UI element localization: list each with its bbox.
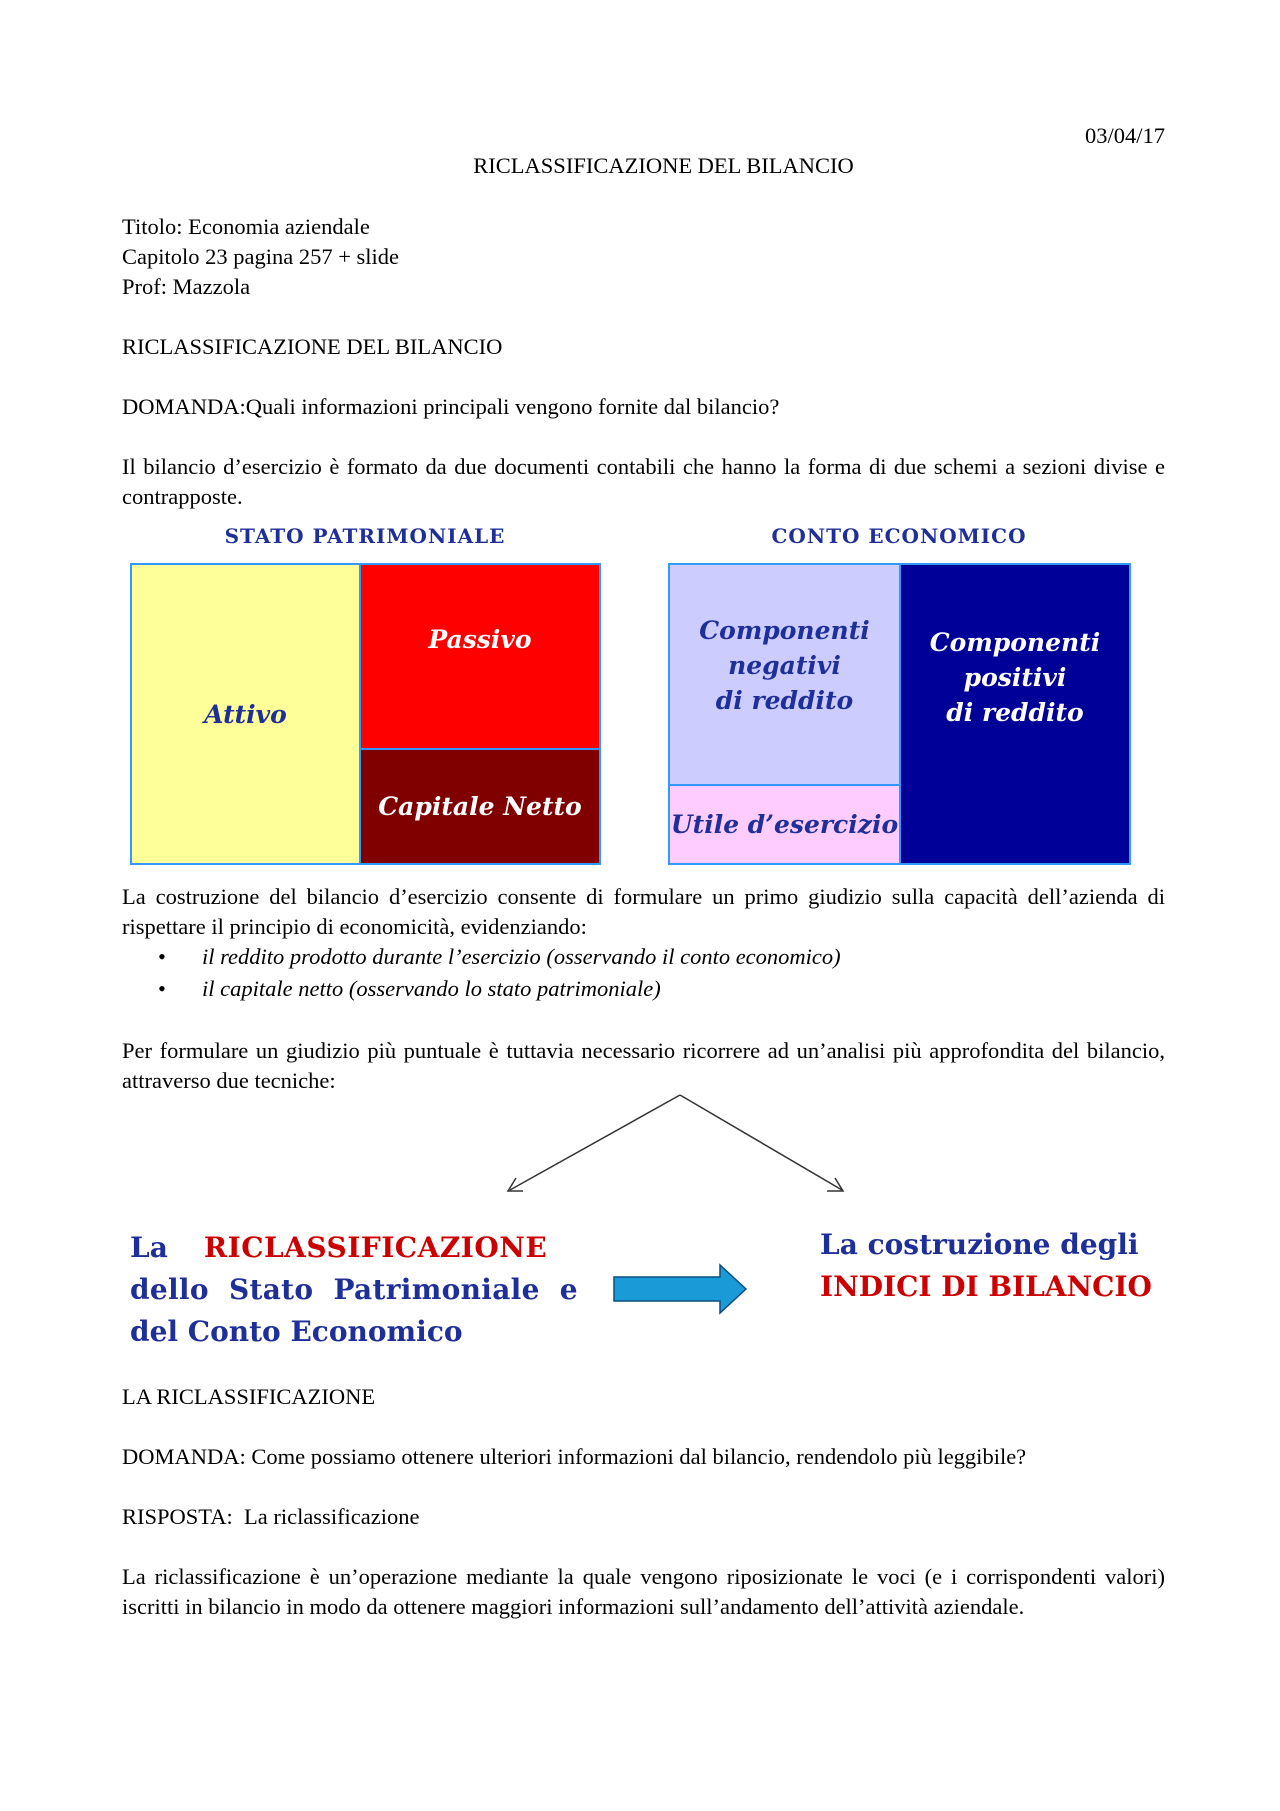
componenti-positivi-box xyxy=(899,563,1131,865)
document-title: RICLASSIFICAZIONE DEL BILANCIO xyxy=(473,153,854,178)
capitale-netto-box xyxy=(359,748,601,865)
componenti-negativi-box xyxy=(668,563,901,786)
answer-text: RISPOSTA: La riclassificazione xyxy=(122,1504,420,1529)
technique-indici-di-bilancio: La costruzione degli INDICI DI BILANCIO xyxy=(820,1228,1152,1303)
question-text: DOMANDA:Quali informazioni principali vengono fornite dal bilancio? xyxy=(122,394,780,419)
bullet-item: • il capitale netto (osservando lo stato patrimoniale) xyxy=(122,974,1165,1006)
right-arrow-icon xyxy=(610,1261,750,1317)
passivo-box xyxy=(359,563,601,750)
componenti-negativi-label: Componenti negativi di reddito xyxy=(699,616,870,715)
meta-prof: Prof: Mazzola xyxy=(122,274,251,299)
componenti-positivi-label: Componenti positivi di reddito xyxy=(929,628,1101,727)
bullet-item: • il reddito prodotto durante l’esercizio (osservando il conto economico) xyxy=(122,942,1165,974)
question-text: DOMANDA: Come possiamo ottenere ulteriori informazioni dal bilancio, rendendolo più leggibile? xyxy=(122,1444,1027,1469)
attivo-label: Attivo xyxy=(204,699,287,729)
capitale-netto-label: Capitale Netto xyxy=(378,792,582,821)
paragraph: La riclassificazione è un’operazione mediante la quale vengono riposizionate le voci (e i corrispondenti valori) iscritti in bilancio in modo da ottenere maggiori informazioni sull’andamento dell’attività aziendale. xyxy=(122,1564,1165,1619)
section-heading: RICLASSIFICAZIONE DEL BILANCIO xyxy=(122,334,503,359)
meta-titolo: Titolo: Economia aziendale xyxy=(122,214,370,239)
meta-capitolo: Capitolo 23 pagina 257 + slide xyxy=(122,244,400,269)
section-heading: LA RICLASSIFICAZIONE xyxy=(122,1384,376,1409)
utile-esercizio-label: Utile d’esercizio xyxy=(670,810,899,839)
stato-patrimoniale-title: STATO PATRIMONIALE xyxy=(224,524,506,548)
technique-riclassificazione: La RICLASSIFICAZIONE dello Stato Patrimoniale e del Conto Economico xyxy=(130,1231,578,1348)
paragraph: La costruzione del bilancio d’esercizio consente di formulare un primo giudizio sulla capacità dell’azienda di rispettare il principio di economicità, evidenziando: xyxy=(122,884,1165,939)
conto-economico-title: CONTO ECONOMICO xyxy=(771,524,1027,548)
paragraph: Il bilancio d’esercizio è formato da due documenti contabili che hanno la forma di due schemi a sezioni divise e contrapposte. xyxy=(122,454,1165,509)
utile-esercizio-box xyxy=(668,784,901,865)
bullet-list xyxy=(122,942,1165,1006)
paragraph: Per formulare un giudizio più puntuale è tuttavia necessario ricorrere ad un’analisi più approfondita del bilancio, attraverso due tecniche: xyxy=(122,1038,1165,1093)
document-date: 03/04/17 xyxy=(1084,123,1165,148)
attivo-box xyxy=(130,563,361,865)
branch-arrows-icon xyxy=(490,1090,860,1200)
passivo-label: Passivo xyxy=(428,625,532,654)
